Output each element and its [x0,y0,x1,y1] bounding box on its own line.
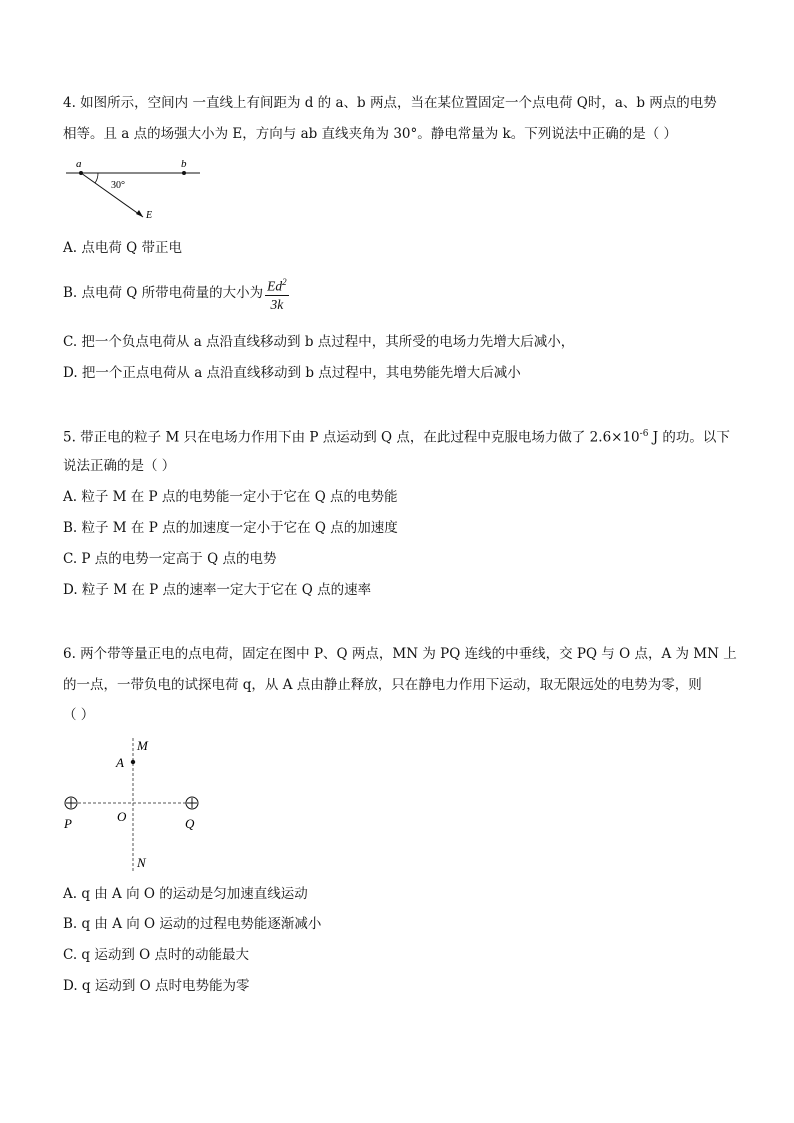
q4-label-E: E [146,210,153,221]
q6-figure [55,733,215,875]
q5-stem-text: 5. 带正电的粒子 M 只在电场力作用下由 P 点运动到 Q 点，在此过程中克服电场力做了 2.6×10 [63,429,640,446]
q4-option-b [63,274,289,313]
q6-option-d: D. q 运动到 O 点时电势能为零 [63,978,250,994]
q4-stem-line2: 相等。且 a 点的场强大小为 E，方向与 ab 直线夹角为 30°。静电常量为 k。下列说法中正确的是（ ） [63,126,678,142]
q6-stem-line2: 的一点，一带负电的试探电荷 q，从 A 点由静止释放，只在静电力作用下运动，取无限远处的电势为零，则 [63,677,702,693]
q4-fraction-exponent: 2 [282,277,287,287]
q5-option-b: B. 粒子 M 在 P 点的加速度一定小于它在 Q 点的加速度 [63,520,398,536]
q5-stem-exponent: -6 [639,429,649,439]
q6-label-Q: Q [185,816,195,831]
q5-stem-line1 [63,424,730,448]
q4-option-a: A. 点电荷 Q 带正电 [63,240,182,256]
q4-label-b: b [181,158,187,170]
q6-label-O: O [117,809,127,824]
q4-point-b [182,171,186,175]
q4-option-c: C. 把一个负点电荷从 a 点沿直线移动到 b 点过程中，其所受的电场力先增大后减小， [63,334,575,350]
q6-charge-q-icon [186,797,198,809]
q6-stem-line3: （ ） [63,707,95,723]
q4-arrow-head [136,210,143,217]
q4-label-a: a [76,158,82,170]
q4-option-b-fraction [265,274,289,313]
q5-option-a: A. 粒子 M 在 P 点的电势能一定小于它在 Q 点的电势能 [63,489,398,505]
q5-option-c: C. P 点的电势一定高于 Q 点的电势 [63,551,277,567]
q4-fraction-denominator: 3k [270,296,284,312]
q6-stem-line1: 6. 两个带等量正电的点电荷，固定在图中 P、Q 两点，MN 为 PQ 连线的中垂线，交 PQ 与 O 点，A 为 MN 上 [63,646,737,662]
q4-option-d: D. 把一个正点电荷从 a 点沿直线移动到 b 点过程中，其电势能先增大后减小 [63,365,521,381]
q5-stem-tail: J 的功。以下 [648,429,730,446]
q6-option-c: C. q 运动到 O 点时的动能最大 [63,947,250,963]
q6-option-b: B. q 由 A 向 O 运动的过程电势能逐渐减小 [63,916,322,932]
q6-label-P: P [64,816,72,831]
q6-label-N: N [137,855,146,870]
q6-option-a: A. q 由 A 向 O 的运动是匀加速直线运动 [63,886,308,902]
q6-charge-p-icon [65,797,77,809]
q4-figure [60,155,210,223]
q4-angle-arc [95,173,98,183]
q6-label-A: A [116,755,124,770]
q6-point-a [131,760,135,764]
q4-label-angle: 30° [111,180,125,191]
q4-stem-line1: 4. 如图所示，空间内 一直线上有间距为 d 的 a、b 两点，当在某位置固定一个点电荷 Q时，a、b 两点的电势 [63,95,717,111]
q4-fraction-numerator: Ed [267,278,283,294]
q6-label-M: M [137,738,148,753]
q5-option-d: D. 粒子 M 在 P 点的速率一定大于它在 Q 点的速率 [63,582,372,598]
q5-stem-line2: 说法正确的是（ ） [63,458,176,474]
q4-option-b-text: B. 点电荷 Q 所带电荷量的大小为 [63,284,264,301]
